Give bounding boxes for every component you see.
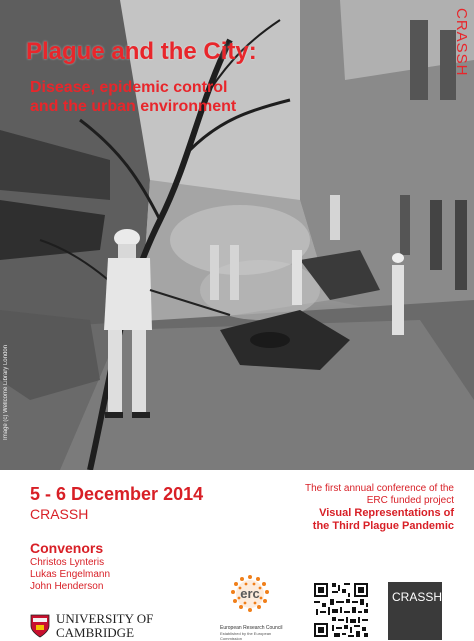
crassh-logo [388, 582, 442, 640]
project-title-line-1: Visual Representations of [319, 507, 454, 519]
erc-short-label: erc [240, 586, 260, 601]
conference-line-2: ERC funded project [366, 495, 454, 506]
subtitle-line-1: Disease, epidemic control [30, 79, 228, 96]
convenors-heading: Convenors [30, 540, 104, 556]
poster-subtitle [30, 78, 236, 116]
conference-line-1: The first annual conference of the [305, 483, 454, 494]
erc-name: European Research Council [220, 625, 283, 631]
erc-emblem-icon [220, 572, 280, 618]
crassh-logo-label: CRASSH [392, 590, 443, 604]
convenor-item: Lukas Engelmann [30, 569, 111, 580]
convenors-list [30, 557, 110, 593]
conference-description [254, 483, 454, 533]
erc-subtitle: Established by the European Commission [220, 631, 272, 641]
poster-title: Plague and the City: [26, 38, 257, 65]
convenor-item: John Henderson [30, 581, 104, 592]
erc-logo [220, 572, 292, 641]
qr-code-icon[interactable] [312, 581, 370, 639]
cambridge-logo [30, 612, 153, 640]
subtitle-line-2: and the urban environment [30, 98, 237, 115]
photo-credit: Image (c) Wellcome Library London [3, 345, 9, 440]
side-label: CRASSH [453, 8, 470, 77]
event-date: 5 - 6 December 2014 [30, 484, 204, 504]
convenor-item: Christos Lynteris [30, 557, 105, 568]
cambridge-shield-icon [30, 614, 50, 638]
event-venue: CRASSH [30, 506, 89, 522]
cambridge-line-1: UNIVERSITY OF [56, 611, 154, 626]
cambridge-line-2: CAMBRIDGE [56, 625, 135, 640]
project-title-line-2: the Third Plague Pandemic [312, 520, 454, 532]
